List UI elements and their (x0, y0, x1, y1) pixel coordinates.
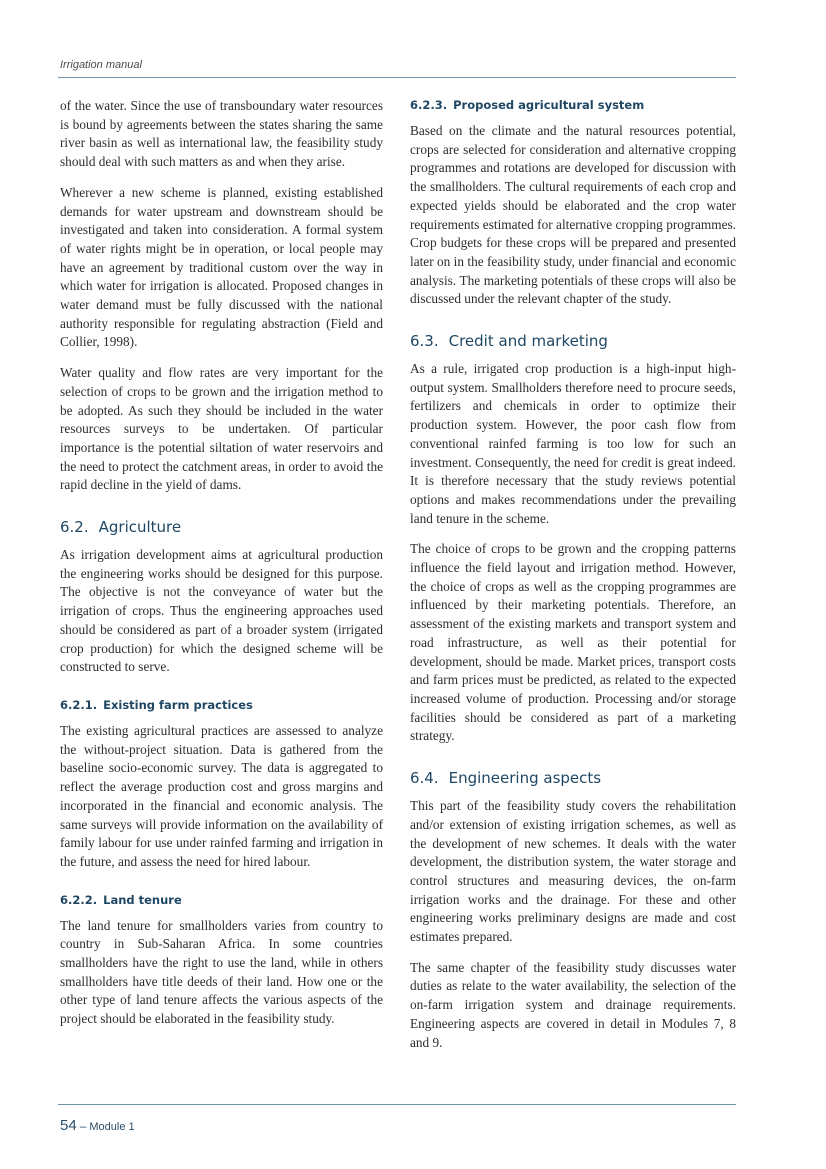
paragraph: The choice of crops to be grown and the cropping patterns influence the field layout and irrigation method. However, the choice of crops as well as the cropping programmes are influenced by their marketing potentials. Therefore, an assessment of the existing markets and transport system and road infrastructure, as well as their potential for development, should be made. Market prices, transport costs and farm prices must be predicted, as related to the expected increased volume of production. Processing and/or storage facilities should be considered as part of a marketing strategy. (410, 541, 736, 744)
running-header: Irrigation manual (60, 59, 142, 71)
page-footer (60, 1117, 135, 1135)
section-heading (60, 517, 383, 537)
paragraph: of the water. Since the use of transboundary water resources is bound by agreements between the states sharing the same river basin as well as international law, the feasibility study should deal with such matters as and when they arise. (60, 98, 383, 170)
paragraph: Wherever a new scheme is planned, existing established demands for water upstream and downstream should be investigated and taken into consideration. A formal system of water rights might be in operation, or local people may have an agreement by traditional custom over the way in which water for irrigation is allocated. Proposed changes in water demand must be fully discussed with the national authority responsible for regulating abstraction (Field and Collier, 1998). (60, 184, 383, 350)
module-label: Module 1 (89, 1121, 135, 1133)
section-heading (410, 768, 736, 788)
paragraph: Based on the climate and the natural resources potential, crops are selected for consideration and alternative cropping programmes and rotations are developed for discussion with the smallholders. The cultural requirements of each crop and expected yields should be elaborated and the crop water requirements estimated for alternative cropping programmes. Crop budgets for these crops will be prepared and presented later on in the feasibility study, under financial and economic analysis. The marketing potentials of these crops will also be discussed under the relevant chapter of the study. (410, 123, 736, 307)
subsection-title: Proposed agricultural system (453, 98, 645, 112)
paragraph: As irrigation development aims at agricultural production the engineering works should be designed for this purpose. The objective is not the conveyance of water but the irrigation of crops. Thus the engineering approaches used should be considered as part of a broader system (irrigated crop production) for which the designed scheme will be constructed to serve. (60, 547, 383, 675)
section-title: Agriculture (98, 518, 182, 537)
section-heading (410, 331, 736, 351)
header-rule (58, 77, 736, 78)
subsection-heading (60, 697, 383, 713)
subsection-number: 6.2.1. (60, 697, 98, 712)
subsection-number: 6.2.2. (60, 892, 98, 907)
subsection-title: Existing farm practices (103, 697, 253, 712)
paragraph: Water quality and flow rates are very important for the selection of crops to be grown and the irrigation method to be adopted. As such they should be included in the water resources surveys to be undertaken. Of particular importance is the potential siltation of water reservoirs and the need to protect the catchment areas, in order to avoid the rapid decline in the yield of dams. (60, 365, 383, 493)
section-title: Credit and marketing (448, 332, 608, 351)
section-number: 6.3. (410, 332, 439, 351)
paragraph: The existing agricultural practices are assessed to analyze the without-project situation. Data is gathered from the baseline socio-economic survey. The data is aggregated to reflect the average production cost and gross margins and incorporated in the financial and economic analysis. The same surveys will provide information on the availability of family labour for use under rainfed farming and irrigation in the future, and assess the need for hired labour. (60, 722, 383, 869)
footer-separator: – (79, 1119, 87, 1133)
right-column (410, 97, 736, 1064)
section-number: 6.4. (410, 769, 439, 788)
subsection-title: Land tenure (103, 892, 182, 907)
page-number: 54 (60, 1117, 77, 1134)
paragraph: The land tenure for smallholders varies from country to country in Sub-Saharan Africa. In some countries smallholders have the right to use the land, while in others smallholders have title deeds of their land. How one or the other type of land tenure affects the various aspects of the project should be elaborated in the feasibility study. (60, 917, 383, 1027)
section-title: Engineering aspects (448, 769, 602, 788)
left-column (60, 97, 383, 1041)
subsection-heading (410, 97, 736, 113)
paragraph: The same chapter of the feasibility study discusses water duties as relate to the water availability, the selection of the on-farm irrigation system and drainage requirements. Engineering aspects are covered in detail in Modules 7, 8 and 9. (410, 959, 736, 1050)
footer-rule (58, 1104, 736, 1105)
subsection-number: 6.2.3. (410, 98, 448, 112)
subsection-heading (60, 892, 383, 908)
paragraph: This part of the feasibility study covers the rehabilitation and/or extension of existing irrigation schemes, as well as the development of new schemes. It deals with the water development, the distribution system, the water storage and control structures and measuring devices, the on-farm irrigation works and the drainage. For these and other engineering works preliminary designs are made and cost estimates prepared. (410, 798, 736, 945)
paragraph: As a rule, irrigated crop production is a high-input high-output system. Smallholders therefore need to procure seeds, fertilizers and chemicals in order to optimize their production system. However, the poor cash flow from conventional rainfed farming is too low for such an investment. Consequently, the need for credit is great indeed. It is therefore necessary that the study reviews potential options and makes recommendations under the prevailing land tenure in the scheme. (410, 361, 736, 526)
section-number: 6.2. (60, 518, 89, 537)
